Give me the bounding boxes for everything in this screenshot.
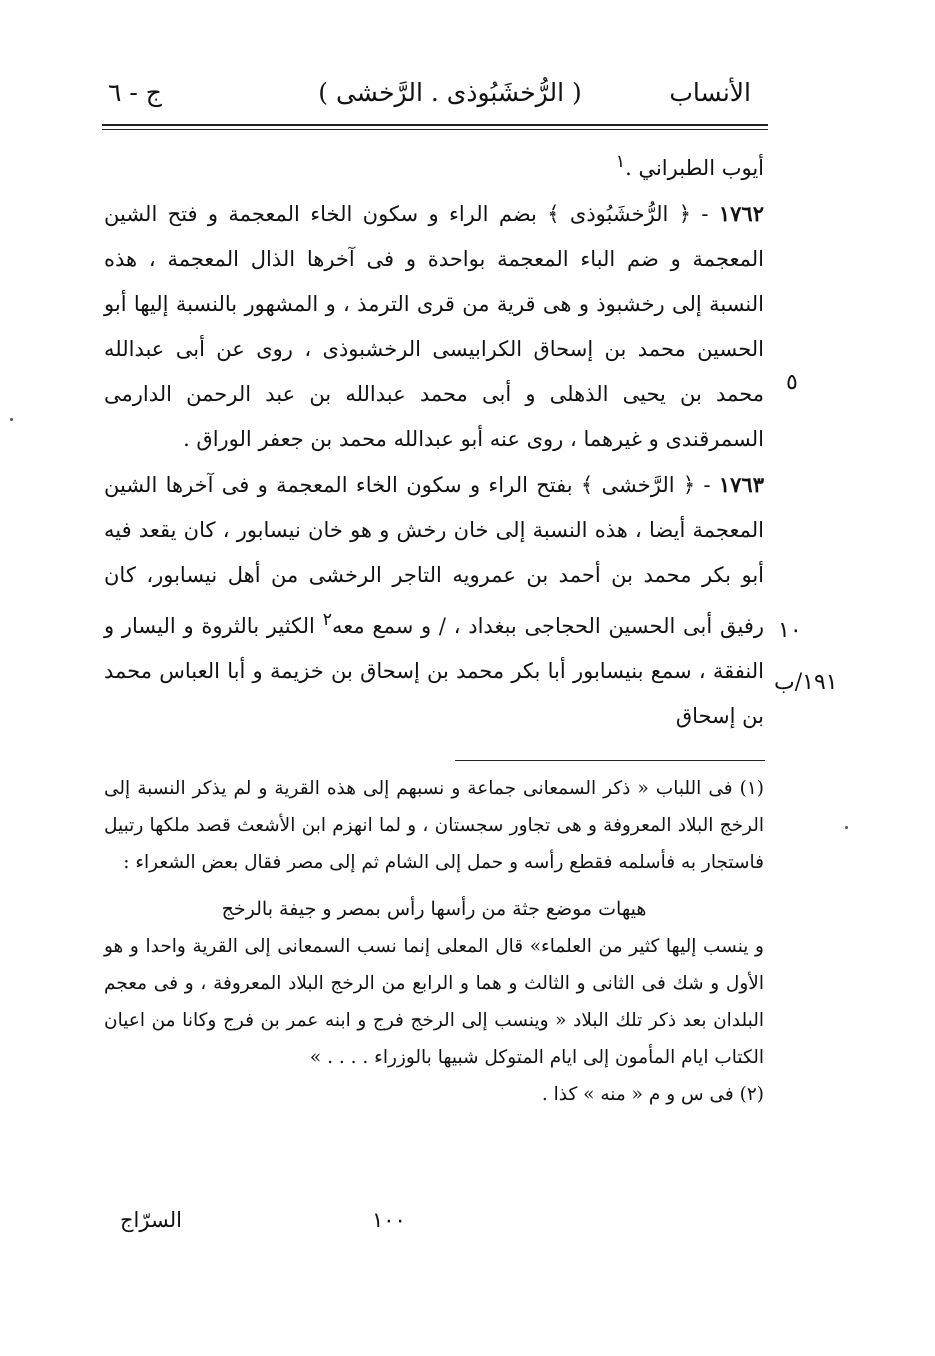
main-text	[104, 140, 764, 739]
footnote-ref: ٢	[322, 610, 333, 630]
book-title: الأنساب	[669, 78, 751, 107]
entry-text: - ﴿ الرَّخشى ﴾ بفتح الراء و سكون الخاء المعجمة و فى آخرها الشين المعجمة أيضا ، هذه النسبة إلى خان رخش و هو خان نيسابور ، كان يقعد فيه أبو بكر محمد بن أحمد بن عمرويه التاجر الرخشى من أهل نيسابور، كان رفيق أبى الحسين الحجاجى ببغداد ، / و سمع معه	[104, 473, 764, 638]
footnote-rule	[455, 760, 765, 761]
entry-number: ١٧٦٣	[718, 472, 764, 497]
speck	[10, 418, 13, 421]
entry-text-continued: الكثير بالثروة و اليسار و النفقة ، سمع بنيسابور أبا بكر محمد بن إسحاق بن خزيمة و أبا العباس محمد بن إسحاق	[104, 614, 764, 728]
footnote-2: (٢) فى س و م « منه » كذا .	[541, 1084, 764, 1105]
entry-1763	[104, 462, 764, 739]
entry-number: ١٧٦٢	[718, 201, 764, 226]
entry-1762	[104, 191, 764, 462]
volume-number: ج - ٦	[108, 78, 162, 107]
margin-line-5: ٥	[786, 370, 798, 395]
intro-text: أيوب الطبراني .	[625, 156, 764, 180]
speck	[845, 826, 848, 829]
margin-folio: ١٩١/ب	[774, 670, 838, 695]
page-number: ١٠٠	[372, 1208, 406, 1232]
intro-line	[104, 140, 764, 191]
footnotes	[104, 770, 764, 1113]
signature: السرّاج	[120, 1208, 182, 1232]
footnote-1-continued: و ينسب إليها كثير من العلماء» قال المعلى إنما نسب السمعانى إلى القرية واحدا و هو الأول و شك فى الثانى و الثالث و هما و الرابع من الرخج البلاد المعروفة ، و فى معجم البلدان بعد ذكر تلك البلاد « وينسب إلى الرخج فرج و ابنه عمر بن فرج وكانا من اعيان الكتاب ايام المأمون إلى ايام المتوكل شبيها بالوزراء . . . . »	[104, 936, 764, 1068]
footnote-1: (١) فى اللباب « ذكر السمعانى جماعة و نسبهم إلى هذه القرية و لم يذكر النسبة إلى الرخج البلاد المعروفة و هى تجاور سجستان ، و لما انهزم ابن الأشعث قصد ملكها رتبيل فاستجار به فأسلمه فقطع رأسه و حمل إلى الشام ثم إلى مصر فقال بعض الشعراء :	[104, 778, 764, 873]
entry-headings: ( الرُّخشَبُوذى . الرَّخشى )	[318, 78, 582, 107]
footnote-ref: ١	[615, 152, 626, 172]
header-rule	[102, 124, 768, 126]
footnote-verse: هيهات موضع جثة من رأسها رأس بمصر و جيفة بالرخج	[221, 898, 647, 920]
header-rule-thin	[102, 129, 768, 130]
entry-text: - ﴿ الرُّخشَبُوذى ﴾ بضم الراء و سكون الخاء المعجمة و فتح الشين المعجمة و ضم الباء المعجمة بواحدة و فى آخرها الذال المعجمة ، هذه النسبة إلى رخشبوذ و هى قرية من قرى الترمذ ، و المشهور بالنسبة إليها أبو الحسين محمد بن إسحاق الكرابيسى الرخشبوذى ، روى عن أبى عبدالله محمد بن يحيى الذهلى و أبى محمد عبدالله بن عبد الرحمن الدارمى السمرقندى و غيرهما ، روى عنه أبو عبدالله محمد بن جعفر الوراق .	[104, 202, 764, 451]
margin-line-10: ١٠	[778, 618, 802, 643]
